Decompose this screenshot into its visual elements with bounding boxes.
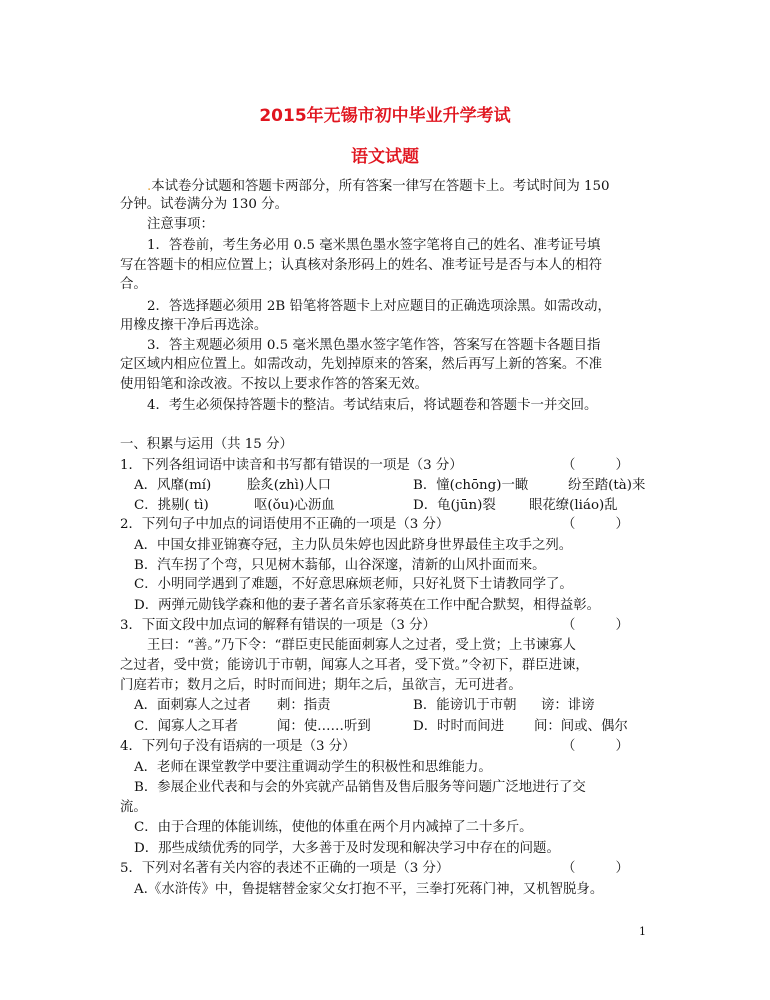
q2-answer-blank: （ ） — [562, 517, 629, 532]
intro-text-1: 本试卷分试题和答题卡两部分，所有答案一律写在答题卡上。考试时间为 150 — [151, 179, 610, 194]
q3-option-c-1: C．闻寡人之耳者 — [134, 719, 238, 734]
q3-option-c-2: 闻：使……听到 — [277, 719, 371, 734]
q5-answer-blank: （ ） — [562, 861, 629, 876]
q3-stem: 3．下面文段中加点词的解释有错误的一项是（3 分） — [120, 618, 436, 633]
q3-option-a-1: A．面刺寡人之过者 — [134, 698, 251, 713]
q1-option-d-1: D．龟(jūn)裂 — [413, 498, 496, 513]
exam-subtitle: 语文试题 — [351, 147, 419, 167]
q4-option-c: C．由于合理的体能训练，使他的体重在两个月内减掉了二十多斤。 — [134, 820, 533, 835]
q3-passage-line-1: 王曰：“善。”乃下令：“群臣吏民能面刺寡人之过者，受上赏；上书谏寡人 — [147, 638, 576, 653]
q3-answer-blank: （ ） — [562, 618, 629, 633]
q2-option-d: D．两弹元勋钱学森和他的妻子著名音乐家蒋英在工作中配合默契，相得益彰。 — [134, 598, 601, 613]
q2-option-b: B．汽车拐了个弯，只见树木蓊郁，山谷深邃，清新的山风扑面而来。 — [134, 558, 546, 573]
q1-stem: 1．下列各组词语中读音和书写都有错误的一项是（3 分） — [120, 458, 463, 473]
q1-option-a-1: A．风靡(mí) — [134, 478, 212, 493]
q5-stem: 5．下列对名著有关内容的表述不正确的一项是（3 分） — [120, 861, 450, 876]
note3-line-3: 使用铅笔和涂改液。不按以上要求作答的答案无效。 — [120, 377, 428, 392]
q5-option-a: A.《水浒传》中，鲁提辖替金家父女打抱不平，三拳打死蒋门神，又机智脱身。 — [134, 882, 604, 897]
note2-line-2: 用橡皮擦干净后再选涂。 — [120, 318, 268, 333]
section1-heading: 一、积累与运用（共 15 分） — [120, 437, 293, 452]
note1-line-1: 1．答卷前，考生务必用 0.5 毫米黑色墨水签字笔将自己的姓名、准考证号填 — [147, 238, 601, 253]
q3-option-b-2: 谤：诽谤 — [541, 698, 595, 713]
intro-line-1 — [147, 178, 610, 196]
q3-option-d-1: D．时时而间进 — [413, 719, 505, 734]
q4-answer-blank: （ ） — [562, 739, 629, 754]
q4-option-d: D．那些成绩优秀的同学，大多善于及时发现和解决学习中存在的问题。 — [134, 841, 560, 856]
q1-answer-blank: （ ） — [562, 458, 629, 473]
q4-stem: 4．下列句子没有语病的一项是（3 分） — [120, 739, 356, 754]
q1-option-d-2: 眼花缭(liáo)乱 — [529, 498, 618, 513]
intro-line-2: 分钟。试卷满分为 130 分。 — [120, 197, 288, 212]
q2-stem: 2．下列句子中加点的词语使用不正确的一项是（3 分） — [120, 517, 450, 532]
q2-option-a: A．中国女排亚锦赛夺冠，主力队员朱婷也因此跻身世界最佳主攻手之列。 — [134, 538, 573, 553]
intro-mark: . — [147, 179, 152, 194]
note2-line-1: 2．答选择题必须用 2B 铅笔将答题卡上对应题目的正确选项涂黑。如需改动， — [147, 299, 611, 314]
notes-heading: 注意事项： — [147, 217, 214, 232]
note3-line-2: 定区域内相应位置上。如需改动，先划掉原来的答案，然后再写上新的答案。不准 — [120, 357, 603, 372]
q4-option-b-line-2: 流。 — [120, 800, 147, 815]
q1-option-a-2: 脍炙(zhì)人口 — [247, 478, 331, 493]
q2-option-c: C．小明同学遇到了难题，不好意思麻烦老师，只好礼贤下士请教同学了。 — [134, 577, 573, 592]
q1-option-b-2: 纷至踏(tà)来 — [568, 478, 646, 493]
q1-option-c-2: 呕(ǒu)心沥血 — [254, 498, 335, 513]
q3-passage-line-2: 之过者，受中赏；能谤讥于市朝，闻寡人之耳者，受下赏。”令初下，群臣进谏， — [120, 658, 589, 673]
q1-option-c-1: C．挑剔( tì) — [134, 498, 209, 513]
q4-option-a: A．老师在课堂教学中要注重调动学生的积极性和思维能力。 — [134, 760, 492, 775]
q3-option-b-1: B．能谤讥于市朝 — [413, 698, 517, 713]
note1-line-3: 合。 — [120, 277, 147, 292]
note4-line-1: 4．考生必须保持答题卡的整洁。考试结束后，将试题卷和答题卡一并交回。 — [147, 398, 598, 413]
q3-option-a-2: 刺：指责 — [277, 698, 331, 713]
exam-title: 2015年无锡市初中毕业升学考试 — [259, 106, 511, 126]
note3-line-1: 3．答主观题必须用 0.5 毫米黑色墨水签字笔作答，答案写在答题卡各题目指 — [147, 338, 601, 353]
note1-line-2: 写在答题卡的相应位置上；认真核对条形码上的姓名、准考证号是否与本人的相符 — [120, 258, 603, 273]
q4-option-b-line-1: B．参展企业代表和与会的外宾就产品销售及售后服务等问题广泛地进行了交 — [134, 780, 586, 795]
q3-passage-line-3: 门庭若市；数月之后，时时而间进；期年之后，虽欲言，无可进者。 — [120, 678, 522, 693]
page-number: 1 — [639, 925, 646, 938]
q3-option-d-2: 间：间或、偶尔 — [534, 719, 628, 734]
q1-option-b-1: B．憧(chōng)一瞰 — [413, 478, 529, 493]
